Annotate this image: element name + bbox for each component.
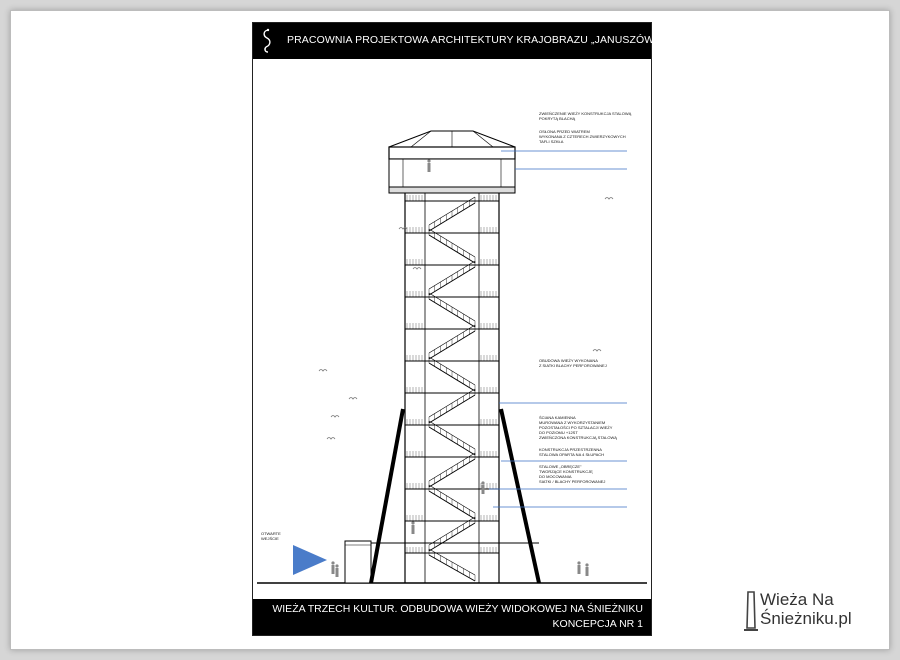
project-title: WIEŻA TRZECH KULTUR. ODBUDOWA WIEŻY WIDOKOWEJ NA ŚNIEŻNIKU [272,603,643,615]
annotation-roof: ZWIEŃCZENIE WIEŻY KONSTRUKCJA STALOWĄ POKRYTĄ BLACHĄ [539,111,632,121]
observation-deck [389,131,515,193]
header-bar [253,23,673,59]
annotation-cladding: OBUDOWA WIEŻY WYKONANA Z SIATKI BLACHY PERFOROWANEJ [539,358,607,368]
annotation-frame: KONSTRUKCJA PRZESTRZENNA STALOWA OPARTA NA 4 SŁUPACH [539,447,605,457]
watermark-line-2: Śnieżniku.pl [760,609,852,628]
annotation-glass: OSŁONA PRZED WIATREM WYKONANA Z CZTERECH ZWIERZYKOWYCH TAFLI SZKŁA [539,129,626,144]
tower-logo-icon [742,588,760,636]
studio-logo-icon [259,27,275,55]
watermark-line-1: Wieża Na [760,590,834,609]
footer-bar [253,599,651,635]
site-watermark [742,588,882,638]
annotation-stone-wall: ŚCIANA KAMIENNA MUROWANA Z WYKORZYSTANIEM POZOSTAŁOŚCI PO SZTALACJI WIEŻY DO POZIOMU +12ST ZWIEŃCZONA KONSTRUKCJĄ STALOWĄ [539,415,617,440]
concept-label: KONCEPCJA NR 1 [552,618,643,630]
entrance-arrow-icon [293,545,327,575]
human-figures [331,159,588,577]
studio-title: PRACOWNIA PROJEKTOWA ARCHITEKTURY KRAJOBRAZU „JANUSZÓWKA" [287,34,673,46]
drawing-sheet [252,22,673,636]
entrance-annex [345,541,371,583]
annotation-entrance: OTWARTE WEJŚCIE [261,531,281,541]
tower-shaft [405,193,499,583]
annotation-hoops: STALOWE „OBRĘCZE" TWORZĄCE KONSTRUKCJĘ DO MOCOWANIA SIATKI / BLACHY PERFOROWANEJ [539,464,606,484]
stone-base [371,409,539,583]
